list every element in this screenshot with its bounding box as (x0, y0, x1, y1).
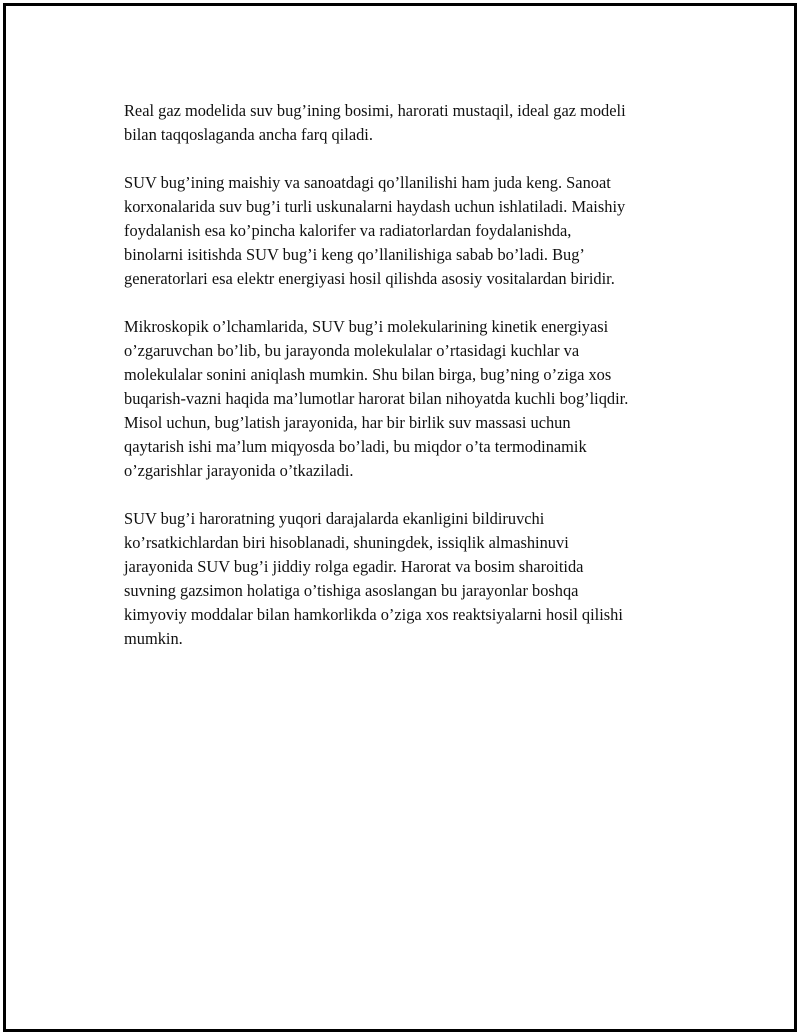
paragraph-2: SUV bug’ining maishiy va sanoatdagi qo’llanilishi ham juda keng. Sanoat korxonalarida suv bug’i turli uskunalarni haydash uchun ishlatiladi. Maishiy foydalanish esa ko’pincha kalorifer va radiatorlardan foydalanishda, binolarni isitishda SUV bug’i keng qo’llanilishiga sabab bo’ladi. Bug’ generatorlari esa elektr energiyasi hosil qilishda asosiy vositalardan biridir. (124, 173, 626, 288)
paragraph-3: Mikroskopik o’lchamlarida, SUV bug’i molekularining kinetik energiyasi o’zgaruvchan bo’lib, bu jarayonda molekulalar o’rtasidagi kuchlar va molekulalar sonini aniqlash mumkin. Shu bilan birga, bug’ning o’ziga xos buqarish-vazni haqida ma’lumotlar harorat bilan nihoyatda kuchli bog’liqdir. Misol uchun, bug’latish jarayonida, har bir birlik suv massasi uchun qaytarish ishi ma’lum miqyosda bo’ladi, bu miqdor o’ta termodinamik o’zgarishlar jarayonida o’tkaziladi. (124, 317, 629, 480)
paragraph-4: SUV bug’i haroratning yuqori darajalarda ekanligini bildiruvchi ko’rsatkichlardan biri hisoblanadi, shuningdek, issiqlik almashinuvi jarayonida SUV bug’i jiddiy rolga egadir. Harorat va bosim sharoitida suvning gazsimon holatiga o’tishiga asoslangan bu jarayonlar boshqa kimyoviy moddalar bilan hamkorlikda o’ziga xos reaktsiyalarni hosil qilishi mumkin. (124, 509, 623, 648)
document-body (124, 99, 704, 675)
paragraph-1: Real gaz modelida suv bug’ining bosimi, harorati mustaqil, ideal gaz modeli bilan taqqoslaganda ancha farq qiladi. (124, 101, 626, 144)
page-border (3, 3, 797, 1032)
